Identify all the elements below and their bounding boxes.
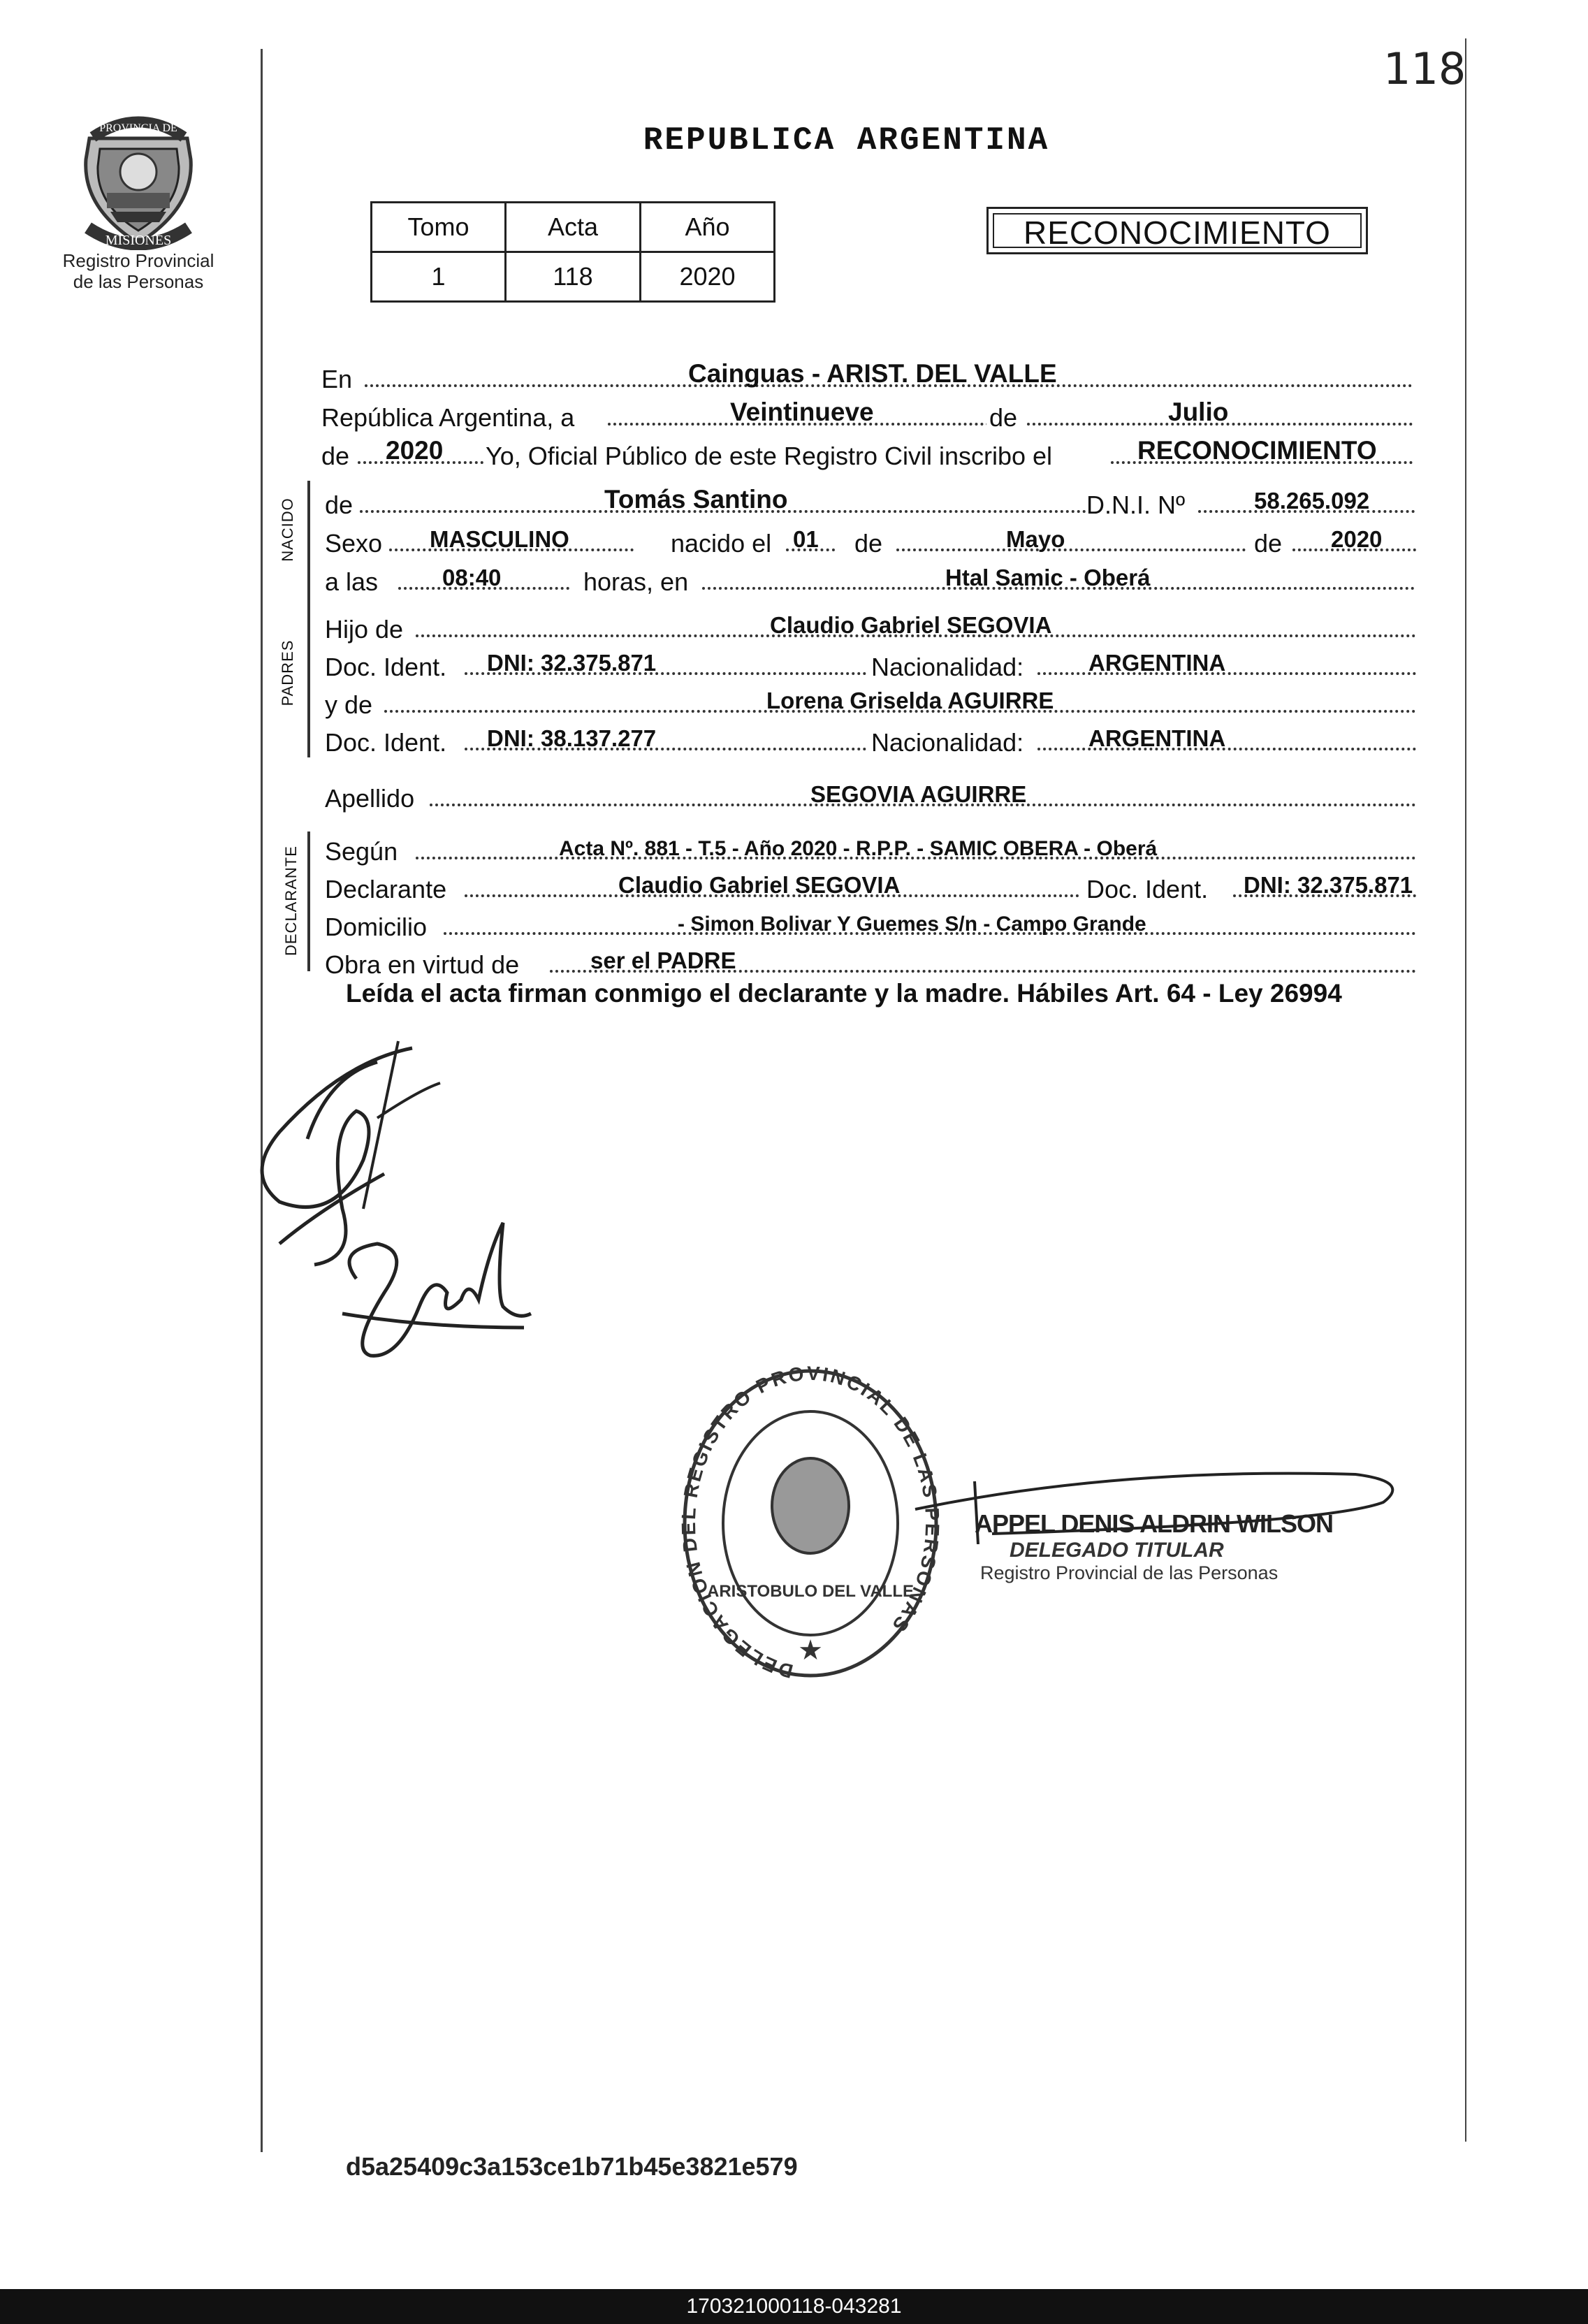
table-header-anio: Año [641,203,775,252]
table-header-acta: Acta [506,203,641,252]
value-year: 2020 [386,436,444,465]
label-doc-declarante: Doc. Ident. [1086,875,1209,903]
label-de-year: de [321,442,350,470]
closing-statement: Leída el acta firman conmigo el declarante y la madre. Hábiles Art. 64 - Ley 26994 [346,979,1342,1008]
right-margin-line [1465,38,1466,2142]
label-de-name: de [325,491,354,519]
document-hash: d5a25409c3a153ce1b71b45e3821e579 [346,2152,798,2181]
value-place: Htal Samic - Oberá [945,565,1151,590]
table-value-tomo: 1 [372,252,506,302]
label-nac-mother: Nacionalidad: [871,728,1024,757]
row-padre [325,607,1443,644]
table-header-tomo: Tomo [372,203,506,252]
value-mother-name: Lorena Griselda AGUIRRE [766,688,1054,713]
label-horas: horas, en [583,567,689,596]
row-domicilio [325,904,1443,942]
value-declarante-doc: DNI: 32.375.871 [1244,872,1413,898]
logo-label-line2: de las Personas [73,271,204,292]
row-sexo [325,521,1443,558]
label-en: En [321,365,353,393]
declarante-bracket [307,831,310,971]
value-obra: ser el PADRE [590,947,736,973]
padres-bracket [307,607,310,757]
row-nombre [325,482,1443,520]
document-title: REPUBLICA ARGENTINA [643,122,1050,159]
value-sexo: MASCULINO [430,526,569,552]
value-domicilio: - Simon Bolivar Y Guemes S/n - Campo Grande [678,913,1146,936]
logo-label-line1: Registro Provincial [62,250,214,271]
table-value-acta: 118 [506,252,641,302]
label-apellido: Apellido [325,784,415,813]
official-institution: Registro Provincial de las Personas [980,1562,1279,1583]
label-oficial: Yo, Oficial Público de este Registro Civil inscribo el [486,442,1053,470]
stamp-ring-text: DELEGACION DEL REGISTRO PROVINCIAL DE LAS PERSONAS [678,1366,943,1683]
row-hora [325,559,1443,597]
row-inscribo [321,433,1439,471]
value-declarante: Claudio Gabriel SEGOVIA [618,872,901,898]
section-declarante: DECLARANTE [282,845,300,956]
label-de-birthyear: de [1254,529,1283,558]
value-day: Veintinueve [730,398,874,426]
label-yde: y de [325,690,373,719]
value-father-name: Claudio Gabriel SEGOVIA [770,612,1052,638]
table-value-anio: 2020 [641,252,775,302]
value-hour: 08:40 [442,565,502,590]
value-birth-day: 01 [793,526,819,552]
value-segun: Acta Nº. 881 - T.5 - Año 2020 - R.P.P. - SAMIC OBERA - Oberá [559,837,1158,860]
svg-text:★: ★ [798,1635,823,1666]
label-de: de [986,403,1020,433]
row-madre [325,682,1443,720]
label-obra: Obra en virtud de [325,950,520,979]
label-doc-father: Doc. Ident. [325,653,447,681]
official-name: APPEL DENIS ALDRIN WILSON [975,1509,1334,1538]
row-apellido [325,776,1443,813]
record-type: RECONOCIMIENTO [993,213,1362,248]
label-segun: Según [325,837,398,866]
delegation-stamp [678,1366,943,1694]
svg-text:PROVINCIA DE: PROVINCIA DE [99,122,177,134]
label-nac-father: Nacionalidad: [871,653,1024,681]
row-segun [325,829,1443,866]
value-name: Tomás Santino [604,485,788,514]
value-birth-year: 2020 [1331,526,1383,552]
footer-code: 170321000118-043281 [0,2289,1588,2324]
label-doc-mother: Doc. Ident. [325,728,447,757]
record-table [370,201,775,303]
svg-text:ARISTOBULO DEL VALLE: ARISTOBULO DEL VALLE [706,1582,915,1601]
label-domicilio: Domicilio [325,913,428,941]
label-de-month: de [854,529,883,558]
mother-signature [328,1209,538,1370]
official-role: DELEGADO TITULAR [1010,1539,1224,1562]
row-obra [325,942,1443,980]
value-mother-doc: DNI: 38.137.277 [487,725,657,751]
label-republica: República Argentina, a [321,403,575,432]
value-father-doc: DNI: 32.375.871 [487,650,657,676]
svg-text:MISIONES: MISIONES [105,233,172,248]
label-alas: a las [325,567,379,596]
row-en [321,356,1439,394]
section-padres: PADRES [279,639,296,706]
value-dni: 58.265.092 [1254,488,1370,514]
label-nacido: nacido el [671,529,772,558]
nacido-bracket [307,481,310,607]
value-birth-month: Mayo [1006,526,1065,552]
value-en: Cainguas - ARIST. DEL VALLE [688,359,1057,388]
row-padre-doc [325,644,1443,682]
record-type-box [986,207,1368,254]
official-block [975,1509,1366,1584]
value-mother-nat: ARGENTINA [1088,725,1226,751]
value-inscribo: RECONOCIMIENTO [1137,436,1377,465]
label-hijo: Hijo de [325,615,404,644]
page-number: 118 [1383,43,1466,94]
label-dni: D.N.I. Nº [1086,491,1186,519]
row-fecha [321,395,1439,433]
value-apellido: SEGOVIA AGUIRRE [810,781,1027,807]
label-sexo: Sexo [325,529,383,558]
row-declarante [325,866,1443,904]
label-declarante: Declarante [325,875,447,903]
value-month: Julio [1168,398,1229,426]
value-father-nat: ARGENTINA [1088,650,1226,676]
row-madre-doc [325,720,1443,757]
section-nacido: NACIDO [279,498,296,562]
